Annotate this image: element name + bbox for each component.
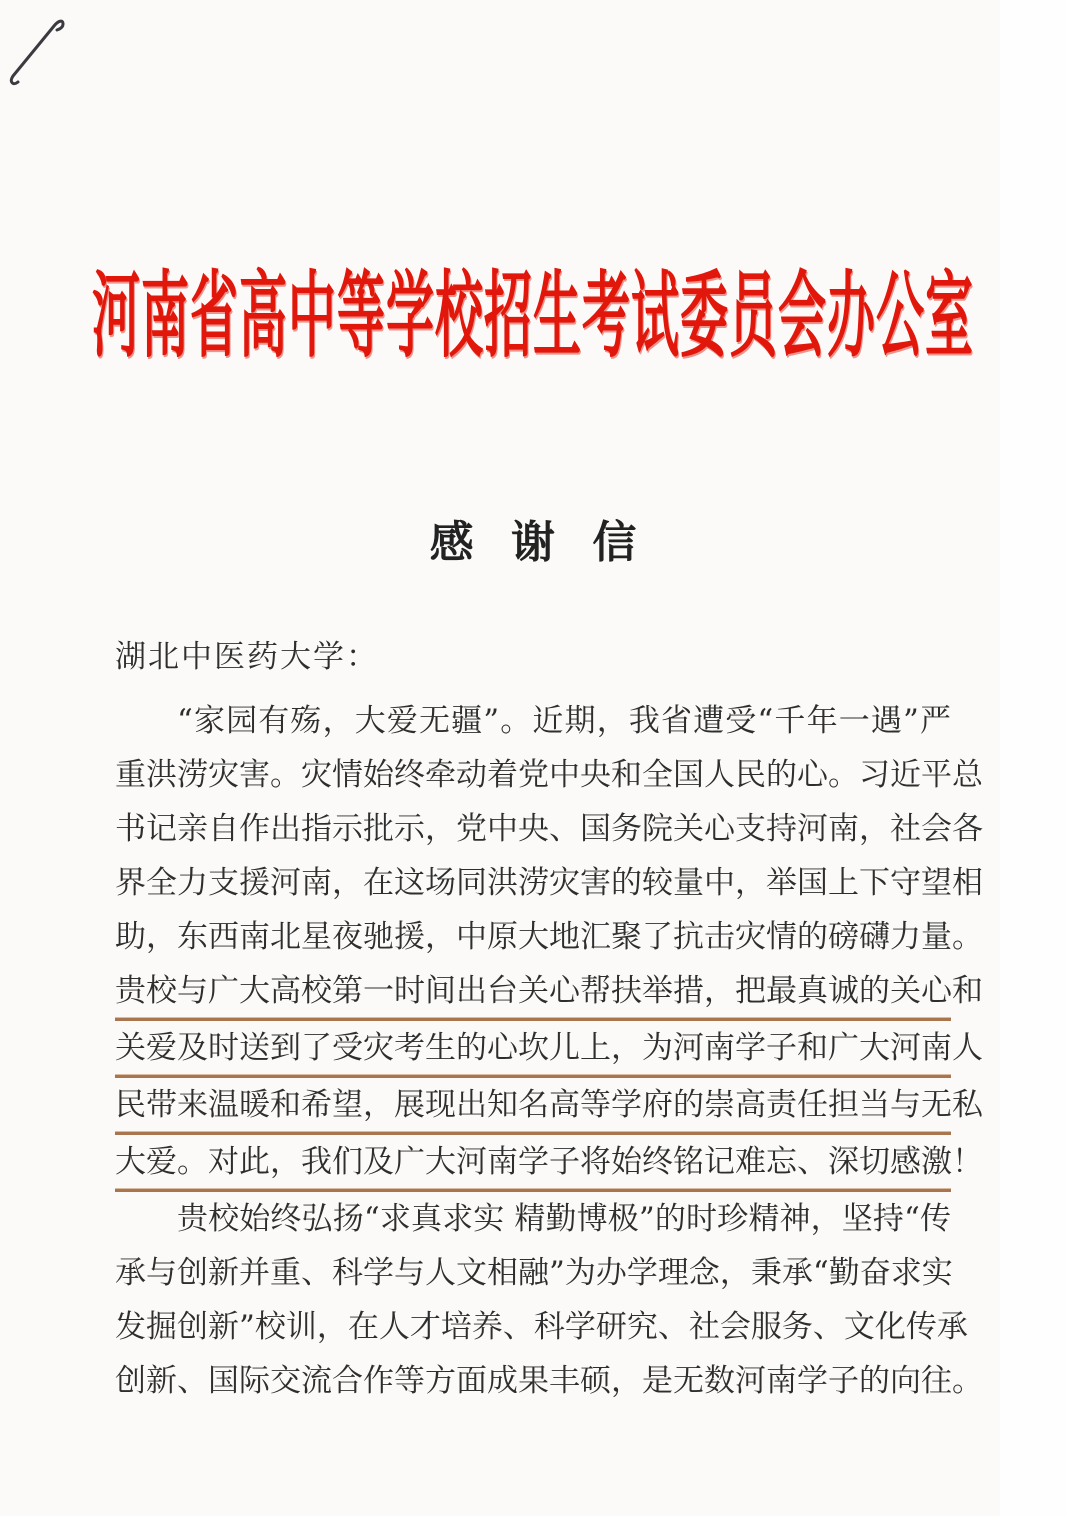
body-line: 发掘创新”校训，在人才培养、科学研究、社会服务、文化传承 [115,1309,968,1345]
paragraphs-container [115,694,983,1408]
body-line-underlined: 民带来温暖和希望，展现出知名高等学府的崇高责任担当与无私 [115,1078,951,1135]
letter-body [115,630,983,1408]
body-line-underlined: 贵校与广大高校第一时间出台关心帮扶举措，把最真诚的关心和 [115,964,951,1021]
body-line-underlined: 关爱及时送到了受灾考生的心坎儿上，为河南学子和广大河南人 [115,1021,951,1078]
letterhead-title: 河南省高中等学校招生考试委员会办公室 [91,262,974,372]
body-line: “家园有殇，大爱无疆”。近期，我省遭受“千年一遇”严 [177,703,951,739]
body-line: 创新、国际交流合作等方面成果丰硕，是无数河南学子的向往。 [115,1363,983,1399]
pen-stroke-mark [4,6,76,90]
body-line: 书记亲自作出指示批示，党中央、国务院关心支持河南，社会各 [115,811,983,847]
body-line: 界全力支援河南，在这场同洪涝灾害的较量中，举国上下守望相 [115,865,983,901]
scan-edge-artifact [1000,0,1066,1516]
letter-title: 感谢信 [429,517,674,568]
paragraph-2 [115,1192,983,1408]
body-line: 贵校始终弘扬“求真求实 精勤博极”的时珍精神，坚持“传 [177,1201,951,1237]
body-line: 助，东西南北星夜驰援，中原大地汇聚了抗击灾情的磅礴力量。 [115,919,983,955]
body-line: 重洪涝灾害。灾情始终牵动着党中央和全国人民的心。习近平总 [115,757,983,793]
salutation: 湖北中医药大学： [115,639,379,675]
paragraph-1 [115,694,983,1192]
body-line: 承与创新并重、科学与人文相融”为办学理念，秉承“勤奋求实 [115,1255,953,1291]
body-line-underlined: 大爱。对此，我们及广大河南学子将始终铭记难忘、深切感激！ [115,1135,951,1192]
